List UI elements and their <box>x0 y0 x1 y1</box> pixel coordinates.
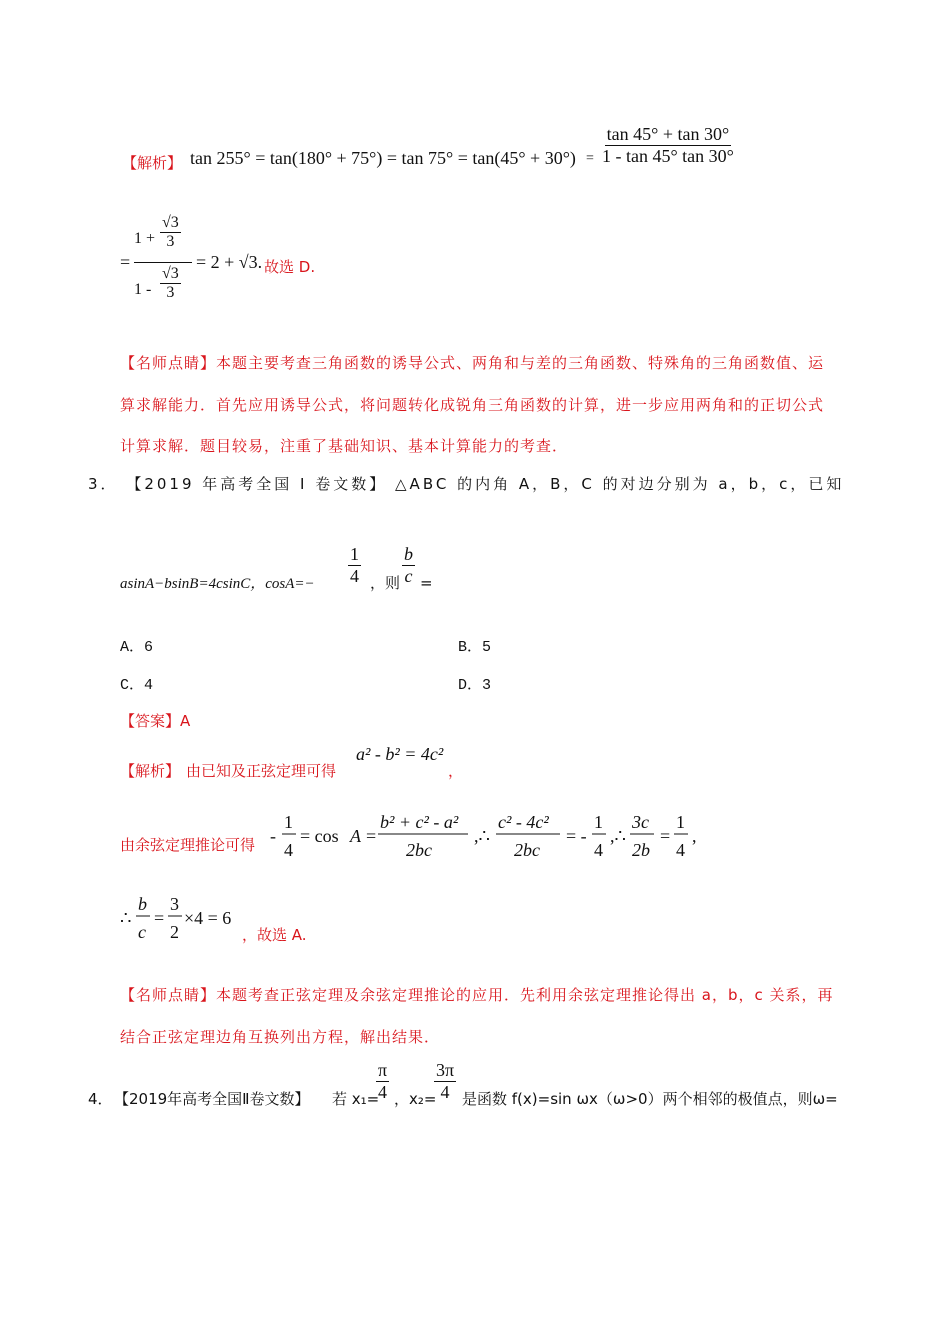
denominator-three: 3 <box>166 284 175 302</box>
cosine-equation-chain <box>270 806 710 864</box>
numerator-three: 3 <box>166 233 175 251</box>
cosA-numerator: 1 <box>350 544 359 564</box>
x1-fraction <box>376 1060 389 1102</box>
question-3-stem <box>88 473 844 494</box>
teacher-tip-2-line2: 结合正弦定理边角互换列出方程，解出结果． <box>120 1028 441 1046</box>
svg-text:3: 3 <box>170 894 179 914</box>
question-3-number: 3． <box>88 475 119 493</box>
denominator-sqrt3-over-3 <box>160 265 181 303</box>
svg-text:1: 1 <box>284 812 293 832</box>
teacher-tip-1-line2: 算求解能力．首先应用诱导公式，将问题转化成锐角三角函数的计算，进一步应用两角和的正切公式 <box>120 396 825 414</box>
cosA-denominator: 4 <box>350 565 359 586</box>
x1-numerator: π <box>378 1060 388 1080</box>
teacher-tip-1-line3: 计算求解．题目较易，注重了基础知识、基本计算能力的考查． <box>120 437 569 455</box>
final-equation <box>120 890 250 946</box>
svg-text:c: c <box>138 922 146 942</box>
b-over-c-fraction <box>402 544 415 586</box>
denominator-one-minus: 1 - <box>134 281 152 298</box>
answer-tag: 【答案】 <box>120 712 181 730</box>
teacher-tip-2-line1 <box>120 984 834 1005</box>
svg-text:1: 1 <box>676 812 685 832</box>
svg-text:c² - 4c²: c² - 4c² <box>498 812 549 832</box>
svg-text:2: 2 <box>170 922 179 942</box>
leading-equals: = <box>120 252 131 272</box>
final-conclusion: ，故选 A. <box>242 926 307 944</box>
tan-sum-fraction <box>600 124 736 166</box>
cosine-law-text: 由余弦定理推论可得 <box>120 836 256 854</box>
x2-numerator: 3π <box>436 1060 455 1080</box>
analysis-tag: 【解析】 <box>122 154 183 172</box>
result-value: = 2 + √3. <box>196 252 263 272</box>
svg-text:= -: = - <box>566 826 587 846</box>
teacher-tip-1-line1 <box>120 352 824 373</box>
svg-text:=: = <box>366 826 377 846</box>
question-4-text-c: 是函数 f(x)=sin ωx（ω>0）两个相邻的极值点，则ω= <box>462 1090 838 1108</box>
q3-analysis-text: 由已知及正弦定理可得 <box>186 762 337 780</box>
svg-text:b: b <box>138 894 147 914</box>
svg-text:=: = <box>154 908 165 928</box>
ask-equals: = <box>420 574 433 592</box>
question-4-stem <box>88 1058 868 1114</box>
numerator-sqrt3: √3 <box>160 214 181 233</box>
tip1-text-1: 本题主要考查三角函数的诱导公式、两角和与差的三角函数、特殊角的三角函数值、运 <box>216 354 825 372</box>
numerator-sqrt3-over-3 <box>160 214 181 252</box>
nested-fraction <box>134 212 192 317</box>
x1-denominator: 4 <box>378 1081 388 1102</box>
equals-sign: = <box>586 151 594 166</box>
svg-text:,: , <box>692 826 697 846</box>
svg-text:=: = <box>660 826 671 846</box>
question-4-text-b: ，x₂= <box>394 1090 437 1108</box>
tan-equation-line: tan 255° = tan(180° + 75°) = tan 75° = tan(45° + 30°) <box>190 148 576 168</box>
question-3-text: △ABC 的内角 A，B，C 的对边分别为 a，b，c，已知 <box>395 475 845 493</box>
nested-numerator <box>134 212 192 263</box>
teacher-tip-tag: 【名师点睛】 <box>120 354 217 372</box>
svg-text:4: 4 <box>676 840 685 860</box>
nested-denominator <box>134 263 192 317</box>
x2-denominator: 4 <box>440 1081 450 1102</box>
tan-fraction-numerator: tan 45° + tan 30° <box>606 124 730 144</box>
question-3-condition <box>120 544 520 604</box>
svg-text:= cos: = cos <box>300 826 339 846</box>
question-4-number: 4． <box>88 1090 113 1108</box>
question-3-source: 【2019 年高考全国 I 卷文数】 <box>126 475 388 493</box>
q3-cosine-line <box>120 806 720 866</box>
q3-final-line <box>120 890 420 946</box>
tip2-text-1: 本题考查正弦定理及余弦定理推论的应用．先利用余弦定理推论得出 a，b，c 关系，再 <box>216 986 834 1004</box>
option-c[interactable]: C．4 <box>120 677 154 694</box>
svg-text:,∴: ,∴ <box>474 826 490 846</box>
svg-text:2bc: 2bc <box>514 840 540 860</box>
svg-text:A: A <box>350 826 361 846</box>
nested-fraction-block <box>120 212 440 322</box>
answer-line <box>120 710 190 731</box>
svg-text:∴: ∴ <box>120 908 132 928</box>
option-d[interactable]: D．3 <box>458 677 492 694</box>
svg-text:4: 4 <box>594 840 603 860</box>
svg-text:3c: 3c <box>632 812 649 832</box>
answer-value: A <box>180 712 191 730</box>
svg-text:2bc: 2bc <box>406 840 432 860</box>
option-b[interactable]: B．5 <box>458 639 492 656</box>
svg-text:,∴: ,∴ <box>610 826 626 846</box>
condition-text: asinA−bsinB=4csinC，cosA=− <box>120 576 315 592</box>
svg-text:2b: 2b <box>632 840 650 860</box>
svg-text:×4 = 6: ×4 = 6 <box>184 908 232 928</box>
svg-text:b² + c² - a²: b² + c² - a² <box>380 812 459 832</box>
option-a[interactable]: A．6 <box>120 639 154 656</box>
teacher-tip-2-tag: 【名师点睛】 <box>120 986 217 1004</box>
question-4-text-a: 若 x₁= <box>332 1090 380 1108</box>
tan-fraction-denominator: 1 - tan 45° tan 30° <box>602 145 734 166</box>
numerator-one-plus: 1 + <box>134 230 156 247</box>
c-denominator: c <box>404 565 413 586</box>
svg-text:-: - <box>270 826 276 846</box>
conclusion-text: 故选 D. <box>264 258 316 276</box>
q3-analysis-line1 <box>120 742 480 782</box>
ask-text: ，则 <box>370 574 401 592</box>
b-numerator: b <box>404 544 413 564</box>
q3-analysis-tag: 【解析】 <box>120 762 181 780</box>
sine-law-equation: a² - b² = 4c² <box>356 744 444 764</box>
svg-text:4: 4 <box>284 840 293 860</box>
analysis-comma: ， <box>448 762 464 780</box>
cosA-fraction <box>348 544 361 586</box>
x2-fraction <box>434 1060 456 1102</box>
svg-text:1: 1 <box>594 812 603 832</box>
question-4-source: 【2019年高考全国Ⅱ卷文数】 <box>114 1090 310 1108</box>
denominator-sqrt3: √3 <box>160 265 181 284</box>
